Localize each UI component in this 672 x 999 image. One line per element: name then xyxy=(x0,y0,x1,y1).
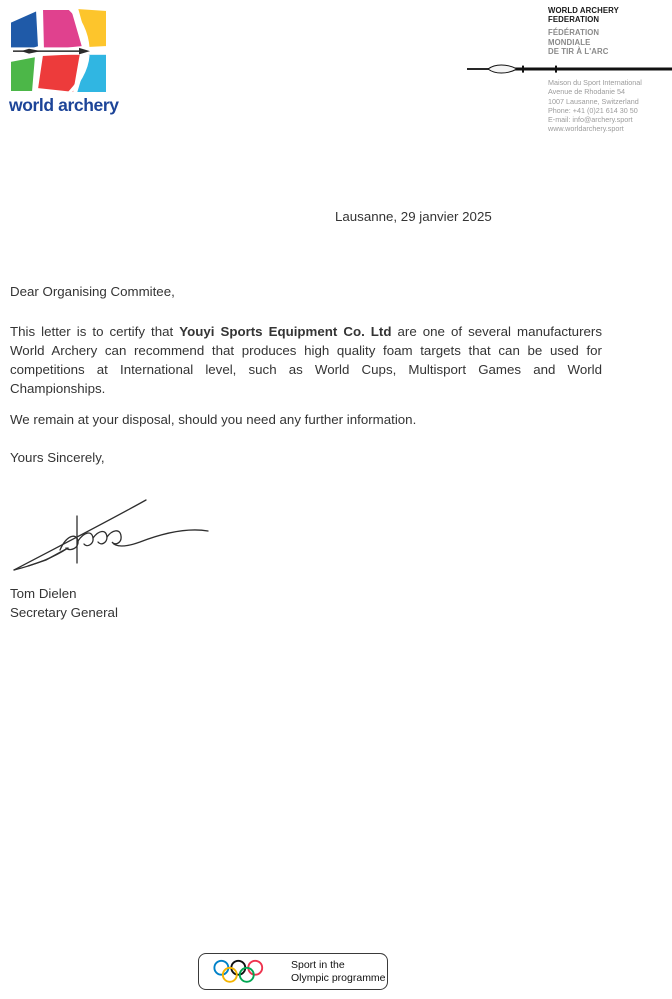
org-name-fr: MONDIALE xyxy=(548,37,591,47)
disposal-paragraph: We remain at your disposal, should you need any further information. xyxy=(10,412,417,427)
olympic-label-line: Sport in the xyxy=(291,959,345,971)
address-line: 1007 Lausanne, Switzerland xyxy=(548,96,639,106)
org-name-en: FEDERATION xyxy=(548,15,600,25)
signature-icon xyxy=(8,486,213,578)
paragraph-text: are one of several manufacturers World Archery can recommend that produces high quality foam targets that can be used for competitions at International level, such as World Cups, Multisport Games and World Championships. xyxy=(10,324,602,396)
logo-wordmark: world archery xyxy=(9,95,119,115)
archery-arrow-icon xyxy=(466,61,672,77)
signer-name: Tom Dielen xyxy=(10,586,77,601)
olympic-label-line: Olympic programme xyxy=(291,971,386,984)
salutation: Dear Organising Commitee, xyxy=(10,284,175,299)
signer-title: Secretary General xyxy=(10,605,118,620)
org-name-en: WORLD ARCHERY xyxy=(548,6,619,15)
dateline: Lausanne, 29 janvier 2025 xyxy=(335,209,492,224)
address-line: Maison du Sport International xyxy=(548,78,642,87)
closing: Yours Sincerely, xyxy=(10,450,105,465)
world-archery-logo-icon xyxy=(10,8,107,96)
address-line: www.worldarchery.sport xyxy=(548,124,624,134)
org-name-fr: FÉDÉRATION xyxy=(548,28,600,38)
letterhead-address xyxy=(548,78,642,134)
olympic-programme-label xyxy=(291,959,386,984)
address-line: Phone: +41 (0)21 614 30 50 xyxy=(548,105,638,115)
certification-paragraph xyxy=(10,322,602,398)
org-name-fr: DE TIR À L'ARC xyxy=(548,46,609,56)
olympic-rings-icon xyxy=(205,956,281,988)
olympic-programme-badge xyxy=(198,953,388,990)
signer-block xyxy=(10,584,118,622)
letterhead-org-block xyxy=(548,6,668,56)
address-line: Avenue de Rhodanie 54 xyxy=(548,87,625,97)
company-name: Youyi Sports Equipment Co. Ltd xyxy=(179,324,392,339)
address-line: E-mail: info@archery.sport xyxy=(548,115,633,125)
paragraph-text: This letter is to certify that xyxy=(10,324,180,339)
